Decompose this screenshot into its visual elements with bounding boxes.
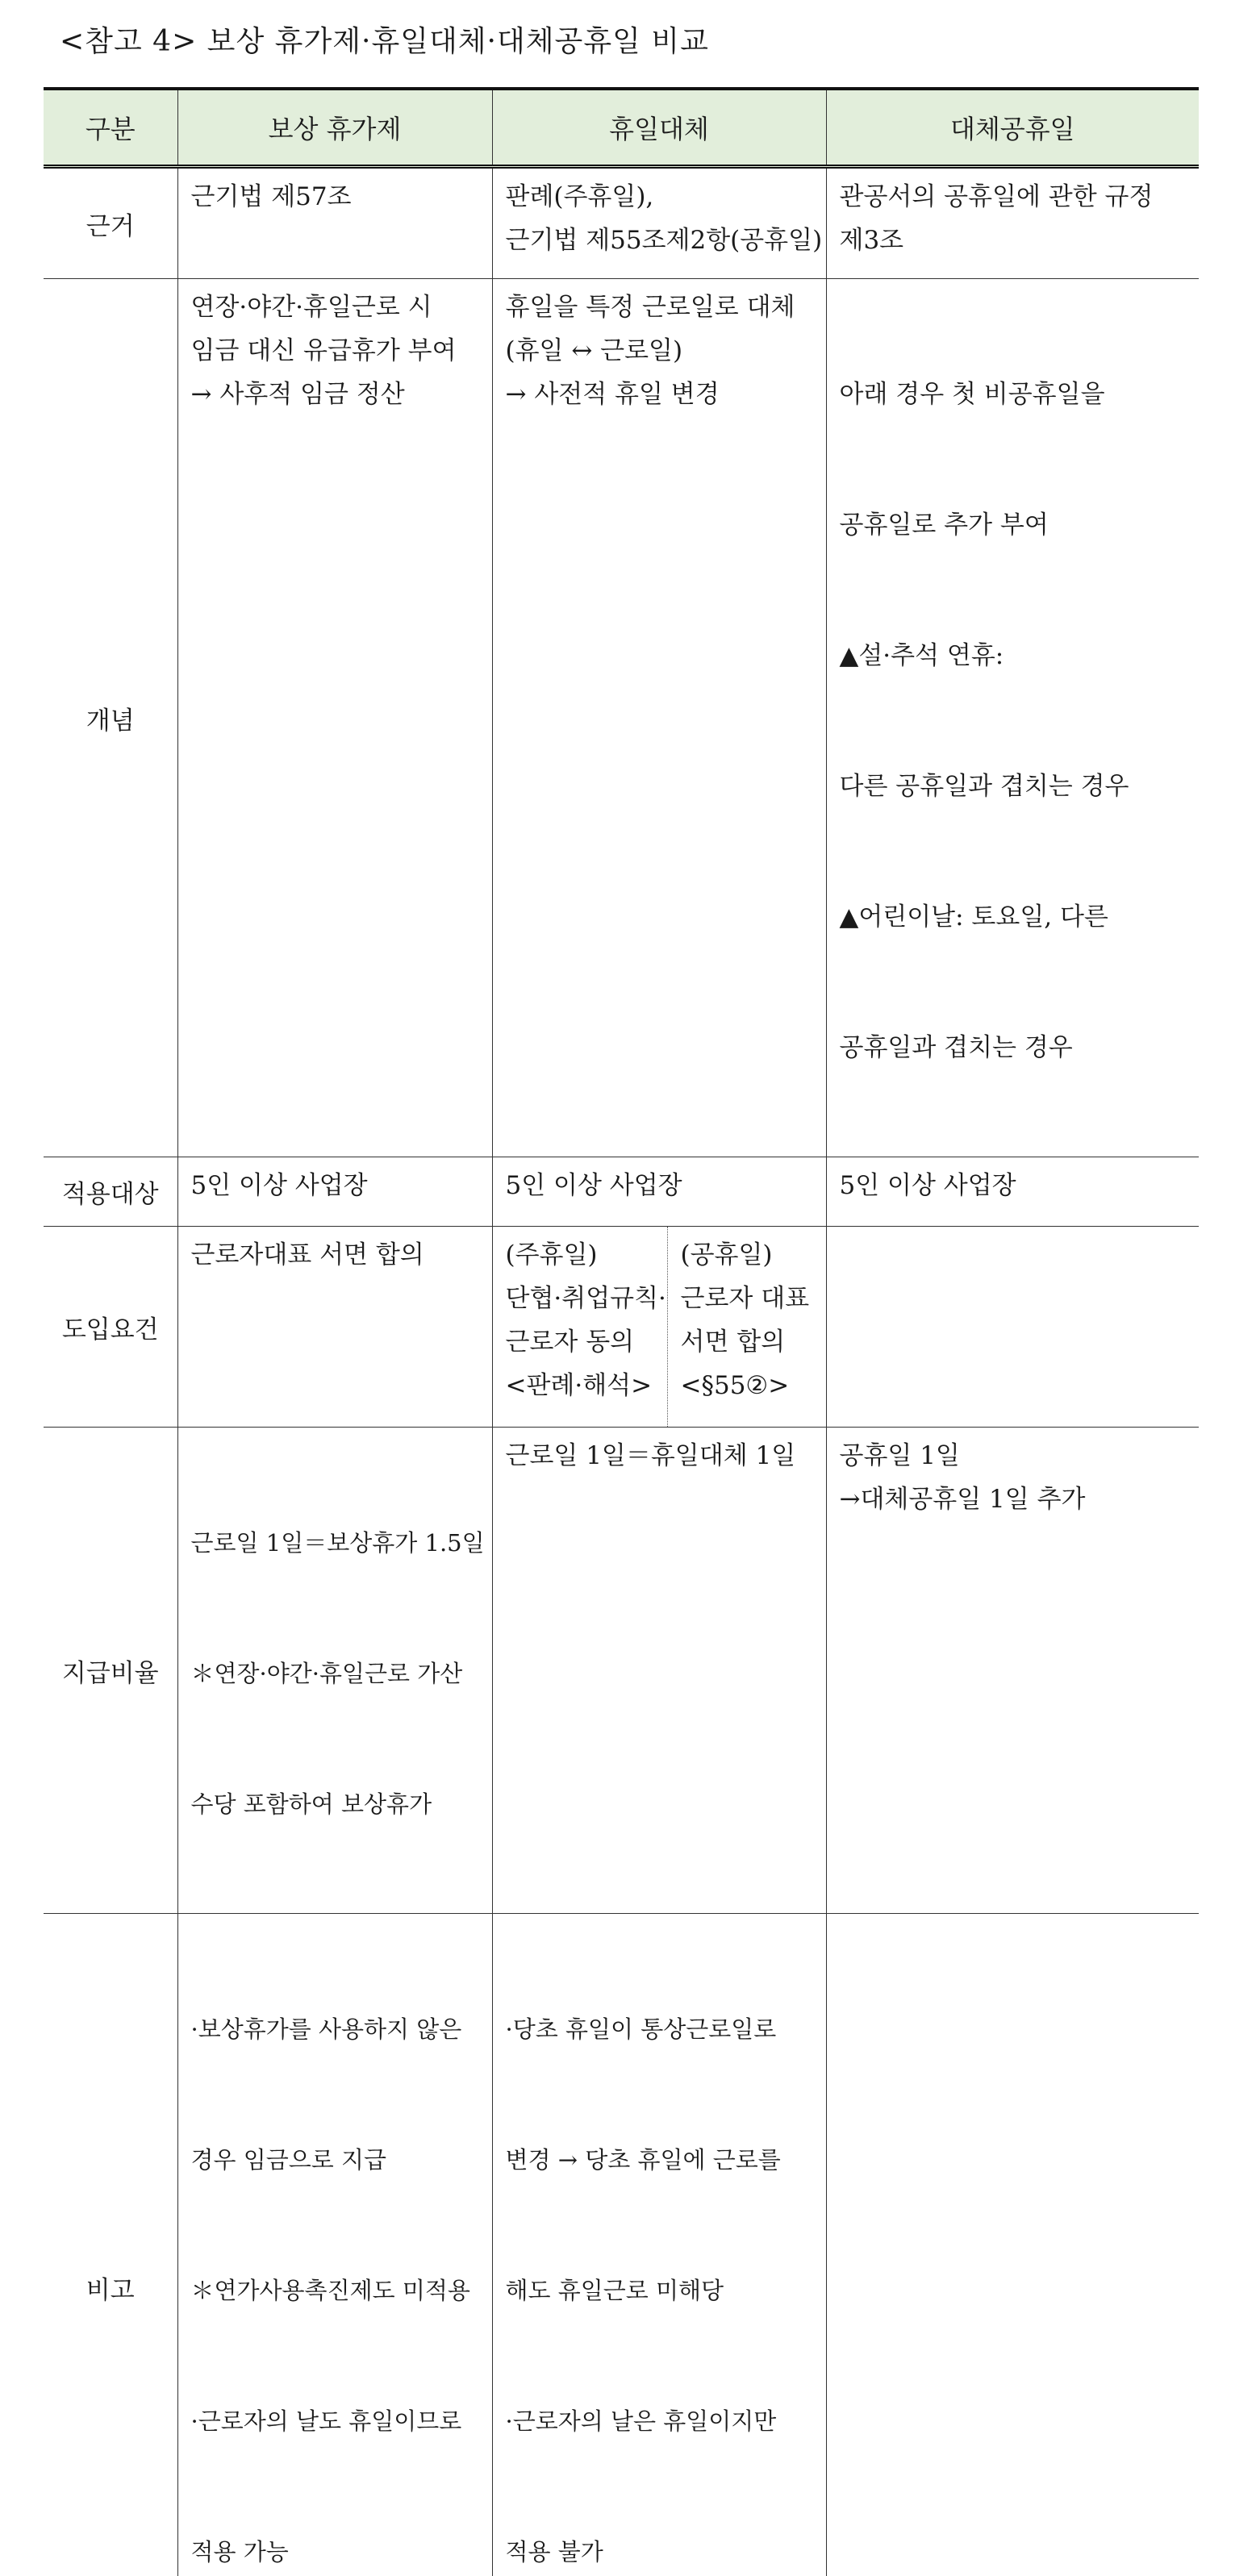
- cell-line: <§55②>: [681, 1364, 810, 1407]
- table-cell: [826, 1428, 1199, 1914]
- cell-line: 근기법 제57조: [191, 175, 484, 219]
- cell-line: 연장·야간·휴일근로 시: [191, 286, 484, 329]
- cell-line: ·보상휴가를 사용하지 않은: [191, 2007, 484, 2051]
- table-cell: [492, 279, 826, 1157]
- cell-line: 아래 경우 첫 비공휴일을: [840, 373, 1191, 416]
- table-cell: [826, 1914, 1199, 2576]
- cell-line: ·당초 휴일이 통상근로일로: [506, 2007, 818, 2051]
- cell-line: 수당 포함하여 보상휴가: [191, 1782, 484, 1826]
- header-holiday-substitution: 휴일대체: [492, 89, 826, 167]
- cell-line: 휴일을 특정 근로일로 대체: [506, 286, 818, 329]
- cell-line: ▲설·추석 연휴:: [840, 634, 1191, 677]
- table-cell: [826, 167, 1199, 279]
- cell-line: 근로일 1일＝보상휴가 1.5일: [191, 1521, 484, 1565]
- public-holiday-subcell: [668, 1227, 810, 1427]
- table-cell: [492, 1157, 826, 1227]
- table-row: [44, 167, 1199, 279]
- page-title: <참고 4> 보상 휴가제·휴일대체·대체공휴일 비교: [60, 23, 709, 61]
- cell-line: 근로일 1일＝휴일대체 1일: [506, 1434, 818, 1478]
- cell-line: 근로자 동의: [506, 1320, 667, 1364]
- cell-line: 임금 대신 유급휴가 부여: [191, 329, 484, 373]
- cell-line: 서면 합의: [681, 1320, 810, 1364]
- row-label: 근거: [44, 167, 177, 279]
- table-cell: [826, 1157, 1199, 1227]
- cell-line: 공휴일로 추가 부여: [840, 503, 1191, 547]
- cell-line: 다른 공휴일과 겹치는 경우: [840, 765, 1191, 808]
- table-row: [44, 1227, 1199, 1428]
- header-row: [44, 89, 1199, 167]
- table-cell: [492, 167, 826, 279]
- cell-line: 5인 이상 사업장: [840, 1164, 1191, 1207]
- table-row: [44, 1157, 1199, 1227]
- cell-line: ·근로자의 날도 휴일이므로: [191, 2399, 484, 2443]
- cell-line: ▲어린이날: 토요일, 다른: [840, 895, 1191, 939]
- cell-line: 적용 불가: [506, 2530, 818, 2574]
- table-cell: [177, 279, 492, 1157]
- cell-line: 근로자대표 서면 합의: [191, 1233, 484, 1277]
- table-cell: [492, 1428, 826, 1914]
- cell-line: →대체공휴일 1일 추가: [840, 1478, 1191, 1521]
- cell-line: 근로자 대표: [681, 1277, 810, 1320]
- table-cell: [177, 167, 492, 279]
- cell-line: 공휴일 1일: [840, 1434, 1191, 1478]
- cell-line: (공휴일): [681, 1233, 810, 1277]
- cell-line: ＊연가사용촉진제도 미적용: [191, 2269, 484, 2312]
- cell-line: ＊연장·야간·휴일근로 가산: [191, 1652, 484, 1695]
- row-label: 비고: [44, 1914, 177, 2576]
- cell-line: 판례(주휴일),: [506, 175, 818, 219]
- cell-line: 5인 이상 사업장: [191, 1164, 484, 1207]
- table-cell: [177, 1914, 492, 2576]
- cell-line: 변경 → 당초 휴일에 근로를: [506, 2138, 818, 2182]
- row-label: 지급비율: [44, 1428, 177, 1914]
- table-cell: [826, 279, 1199, 1157]
- cell-line: 단협·취업규칙·: [506, 1277, 667, 1320]
- cell-line: → 사전적 휴일 변경: [506, 373, 818, 416]
- row-label: 개념: [44, 279, 177, 1157]
- table-row: [44, 279, 1199, 1157]
- cell-line: 적용 가능: [191, 2530, 484, 2574]
- table-row: [44, 1428, 1199, 1914]
- cell-line: (휴일 ↔ 근로일): [506, 329, 818, 373]
- cell-line: → 사후적 임금 정산: [191, 373, 484, 416]
- cell-line: 해도 휴일근로 미해당: [506, 2269, 818, 2312]
- row-label: 적용대상: [44, 1157, 177, 1227]
- table-cell: [826, 1227, 1199, 1428]
- table-cell-split: [492, 1227, 826, 1428]
- table-cell: [177, 1157, 492, 1227]
- table-cell: [177, 1227, 492, 1428]
- cell-line: 5인 이상 사업장: [506, 1164, 818, 1207]
- table-row: [44, 1914, 1199, 2576]
- table-cell: [492, 1914, 826, 2576]
- cell-line: (주휴일): [506, 1233, 667, 1277]
- cell-line: 관공서의 공휴일에 관한 규정: [840, 175, 1191, 219]
- cell-line: ·근로자의 날은 휴일이지만: [506, 2399, 818, 2443]
- cell-line: 근기법 제55조제2항(공휴일): [506, 219, 818, 262]
- table-cell: [177, 1428, 492, 1914]
- row-label: 도입요건: [44, 1227, 177, 1428]
- cell-line: <판례·해석>: [506, 1364, 667, 1407]
- weekly-holiday-subcell: [493, 1227, 668, 1427]
- header-compensatory-leave: 보상 휴가제: [177, 89, 492, 167]
- cell-line: 제3조: [840, 219, 1191, 262]
- header-category: 구분: [44, 89, 177, 167]
- comparison-table: [44, 87, 1199, 2576]
- cell-line: 경우 임금으로 지급: [191, 2138, 484, 2182]
- header-substitute-public-holiday: 대체공휴일: [826, 89, 1199, 167]
- cell-line: 공휴일과 겹치는 경우: [840, 1026, 1191, 1069]
